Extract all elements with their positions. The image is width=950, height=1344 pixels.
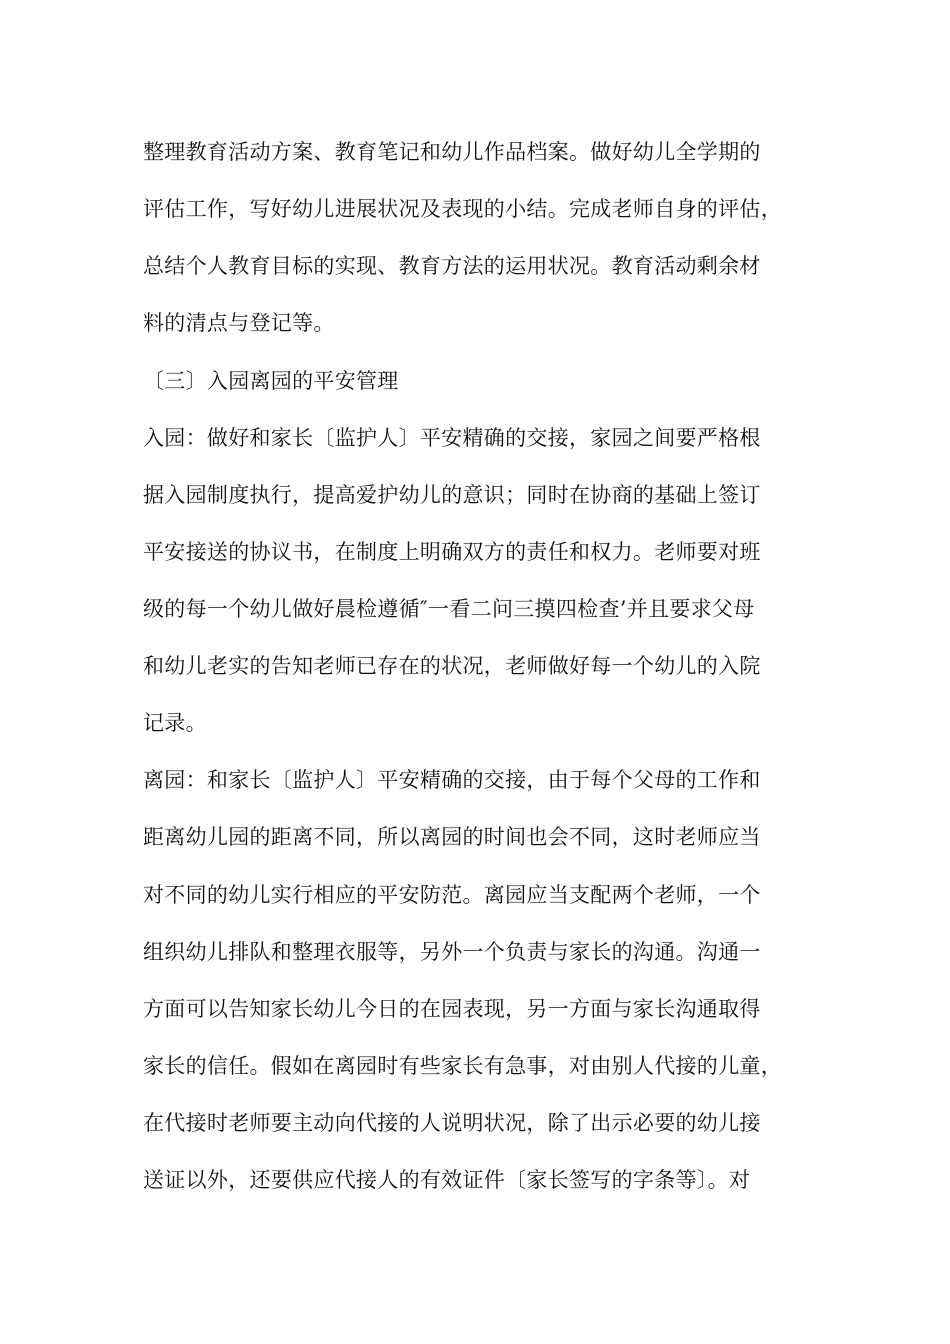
text-line: 家长的信任。假如在离园时有些家长有急事，对由别人代接的儿童， — [143, 1054, 782, 1078]
text-line: 距离幼儿园的距离不同，所以离园的时间也会不同，这时老师应当 — [143, 825, 761, 849]
section-heading: 〔三〕入园离园的平安管理 — [143, 369, 399, 393]
text-line: 离园：和家长〔监护人〕平安精确的交接，由于每个父母的工作和 — [143, 768, 761, 792]
text-line: 入园：做好和家长〔监护人〕平安精确的交接，家园之间要严格根 — [143, 426, 761, 450]
text-line: 总结个人教育目标的实现、教育方法的运用状况。教育活动剩余材 — [143, 254, 761, 278]
text-line: 组织幼儿排队和整理衣服等，另外一个负责与家长的沟通。沟通一 — [143, 940, 761, 964]
text-line: 级的每一个幼儿做好晨检遵循″一看二问三摸四检查’并且要求父母 — [143, 597, 755, 621]
text-line: 送证以外，还要供应代接人的有效证件〔家长签写的字条等〕。对 — [143, 1168, 751, 1192]
text-line: 评估工作，写好幼儿进展状况及表现的小结。完成老师自身的评估， — [143, 197, 782, 221]
text-line: 料的清点与登记等。 — [143, 311, 335, 335]
text-line: 记录。 — [143, 711, 207, 735]
text-line: 在代接时老师要主动向代接的人说明状况，除了出示必要的幼儿接 — [143, 1111, 761, 1135]
text-line: 据入园制度执行，提高爱护幼儿的意识；同时在协商的基础上签订 — [143, 483, 761, 507]
text-line: 平安接送的协议书，在制度上明确双方的责任和权力。老师要对班 — [143, 540, 761, 564]
text-line: 方面可以告知家长幼儿今日的在园表现，另一方面与家长沟通取得 — [143, 997, 761, 1021]
text-line: 整理教育活动方案、教育笔记和幼儿作品档案。做好幼儿全学期的 — [143, 140, 761, 164]
text-line: 和幼儿老实的告知老师已存在的状况，老师做好每一个幼儿的入院 — [143, 654, 761, 678]
text-line: 对不同的幼儿实行相应的平安防范。离园应当支配两个老师，一个 — [143, 883, 761, 907]
